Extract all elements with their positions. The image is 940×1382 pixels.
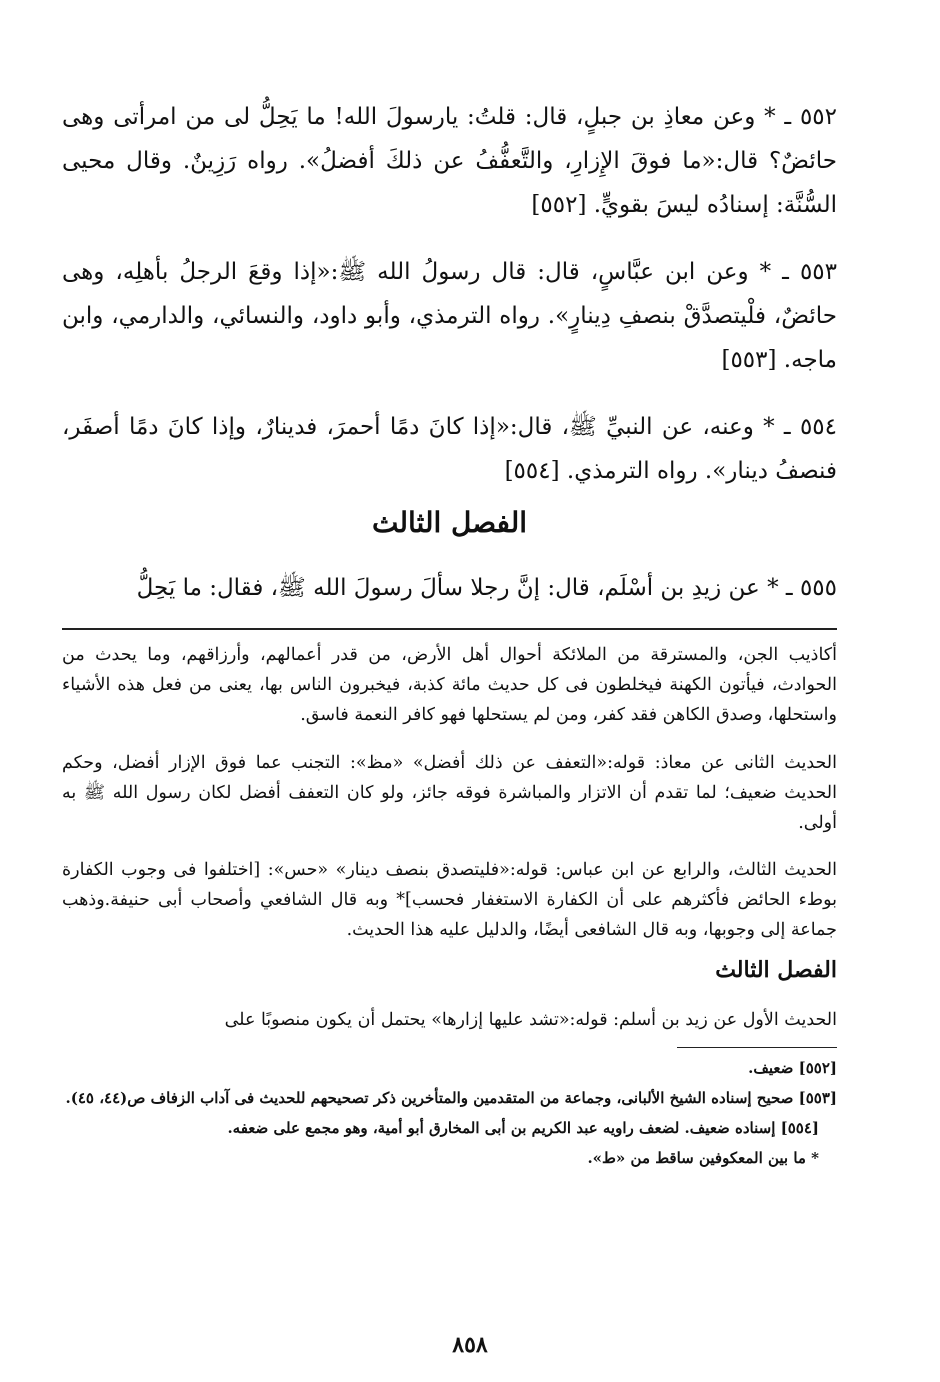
footnote: * ما بين المعكوفين ساقط من «ط». <box>587 1148 819 1167</box>
page-body <box>62 95 837 1176</box>
footnote: [٥٥٤] إسناده ضعيف. لضعف راويه عبد الكريم بن أبى المخارق أبو أمية، وهو مجمع على ضعفه. <box>227 1118 819 1137</box>
main-divider <box>62 628 837 630</box>
hadith-553: ٥٥٣ ـ * وعن ابن عبَّاسٍ، قال: قال رسولُ الله ﷺ:«إذا وقعَ الرجلُ بأهلِه، وهى حائضٌ، فلْيتصدَّقْ بنصفِ دِينارٍ». رواه الترمذي، وأبو داود، والنسائي، والدارمي، وابن ماجه. [٥٥٣] <box>62 259 837 373</box>
hadith-554: ٥٥٤ ـ * وعنه، عن النبيِّ ﷺ، قال:«إذا كانَ دمًا أحمرَ، فدينارٌ، وإذا كانَ دمًا أصفَر، فنصفُ دينار». رواه الترمذي. [٥٥٤] <box>62 414 837 484</box>
commentary-paragraph: الحديث الثالث، والرابع عن ابن عباس: قوله:«فليتصدق بنصف دينار» «حس»: [اختلفوا فى وجوب الكفارة بوطء الحائض فأكثرهم على أن الكفارة الاستغفار فحسب]* وبه قال الشافعي وأصحاب أبى حنيفة.وذهب جماعة إلى وجوبها، وبه قال الشافعى أيضًا، والدليل عليه هذا الحديث. <box>62 860 837 940</box>
commentary-paragraph: أكاذيب الجن، والمسترقة من الملائكة أحوال أهل الأرض، من قدر أعمالهم، وأرزاقهم، وما يحدث من الحوادث، فيأتون الكهنة فيخلطون فى كل حديث مائة كذبة، فيخبرون الناس بها، يعنى من فعل هذه الأشياء واستحلها، وصدق الكاهن فقد كفر، ومن لم يستحلها فهو كافر النعمة فاسق. <box>62 645 837 725</box>
commentary-heading: الفصل الثالث <box>715 957 837 983</box>
footnote: [٥٥٣] صحيح إسناده الشيخ الألبانى، وجماعة من المتقدمين والمتأخرين ذكر تصحيحهم للحديث فى آداب الزفاف ص(٤٤، ٤٥). <box>65 1088 837 1107</box>
page-number: ٨٥٨ <box>452 1332 488 1358</box>
commentary-paragraph: الحديث الثانى عن معاذ: قوله:«التعفف عن ذلك أفضل» «مظ»: التجنب عما فوق الإزار أفضل، وحكم الحديث ضعيف؛ لما تقدم أن الاتزار والمباشرة فوقه جائز، ولو كان التعفف أفضل لكان رسول الله ﷺ به أولى. <box>62 752 837 833</box>
section-heading: الفصل الثالث <box>371 506 528 539</box>
commentary-paragraph: الحديث الأول عن زيد بن أسلم: قوله:«تشد عليها إزارها» يحتمل أن يكون منصوبًا على <box>224 1009 837 1030</box>
hadith-555: ٥٥٥ ـ * عن زيدِ بن أسْلَم، قال: إنَّ رجلا سألَ رسولَ الله ﷺ، فقال: ما يَحِلُّ <box>136 575 837 601</box>
footnote: [٥٥٢] ضعيف. <box>748 1058 837 1077</box>
hadith-552: ٥٥٢ ـ * وعن معاذِ بن جبلٍ، قال: قلتُ: يارسولَ الله! ما يَحِلُّ لى من امرأتى وهى حائضٌ؟ قال:«ما فوقَ الإِزارِ، والتَّعفُّفُ عن ذلكَ أفضلُ». رواه رَزِينٌ. وقال محيى السُّنَّة: إسنادُه ليسَ بقويٍّ. [٥٥٢] <box>62 104 837 218</box>
footnote-divider <box>677 1047 837 1048</box>
